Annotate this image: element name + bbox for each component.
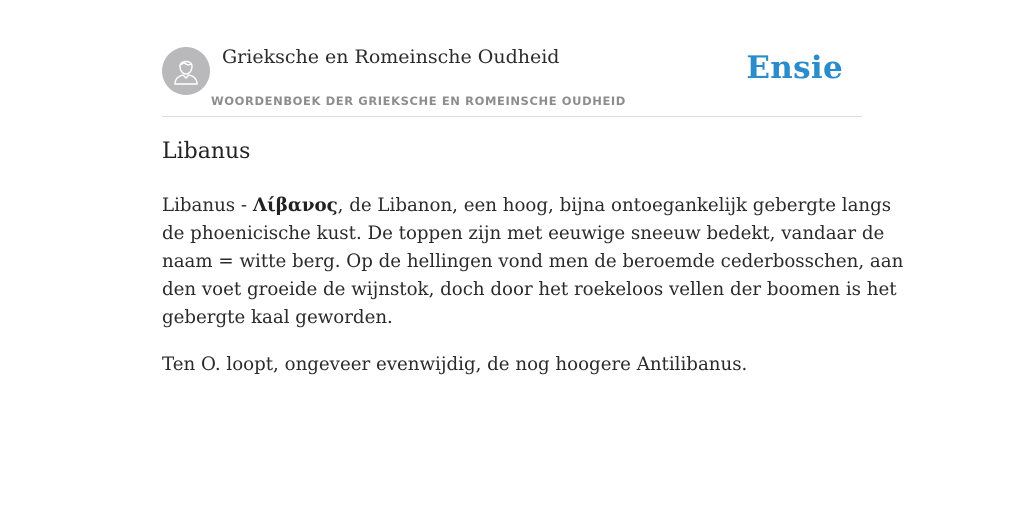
entry-line-3: naam = witte berg. Op de hellingen vond men de beroemde cederbosschen, aan	[162, 251, 904, 272]
ensie-logo[interactable]: Ensie	[746, 50, 843, 86]
entry-body	[162, 192, 904, 398]
source-avatar[interactable]	[162, 47, 210, 95]
entry-line-1-rest: , de Libanon, een hoog, bijna ontoegankelijk gebergte langs	[337, 195, 892, 216]
entry-lead: Libanus -	[162, 195, 253, 216]
entry-line-4: den voet groeide de wijnstok, doch door het roekeloos vellen der boomen is het	[162, 279, 897, 300]
entry-line-1	[162, 192, 892, 220]
entry-paragraph-2: Ten O. loopt, ongeveer evenwijdig, de nog hoogere Antilibanus.	[162, 354, 748, 375]
greek-term: Λίβανος	[252, 195, 338, 216]
source-subtitle: WOORDENBOEK DER GRIEKSCHE EN ROMEINSCHE OUDHEID	[211, 94, 626, 108]
entry-paragraph-1	[162, 192, 904, 332]
entry-headword: Libanus	[162, 139, 251, 164]
source-title[interactable]: Grieksche en Romeinsche Oudheid	[222, 46, 560, 68]
entry-line-5: gebergte kaal geworden.	[162, 307, 393, 328]
entry-header	[162, 40, 862, 117]
entry-line-2: de phoenicische kust. De toppen zijn met eeuwige sneeuw bedekt, vandaar de	[162, 223, 885, 244]
